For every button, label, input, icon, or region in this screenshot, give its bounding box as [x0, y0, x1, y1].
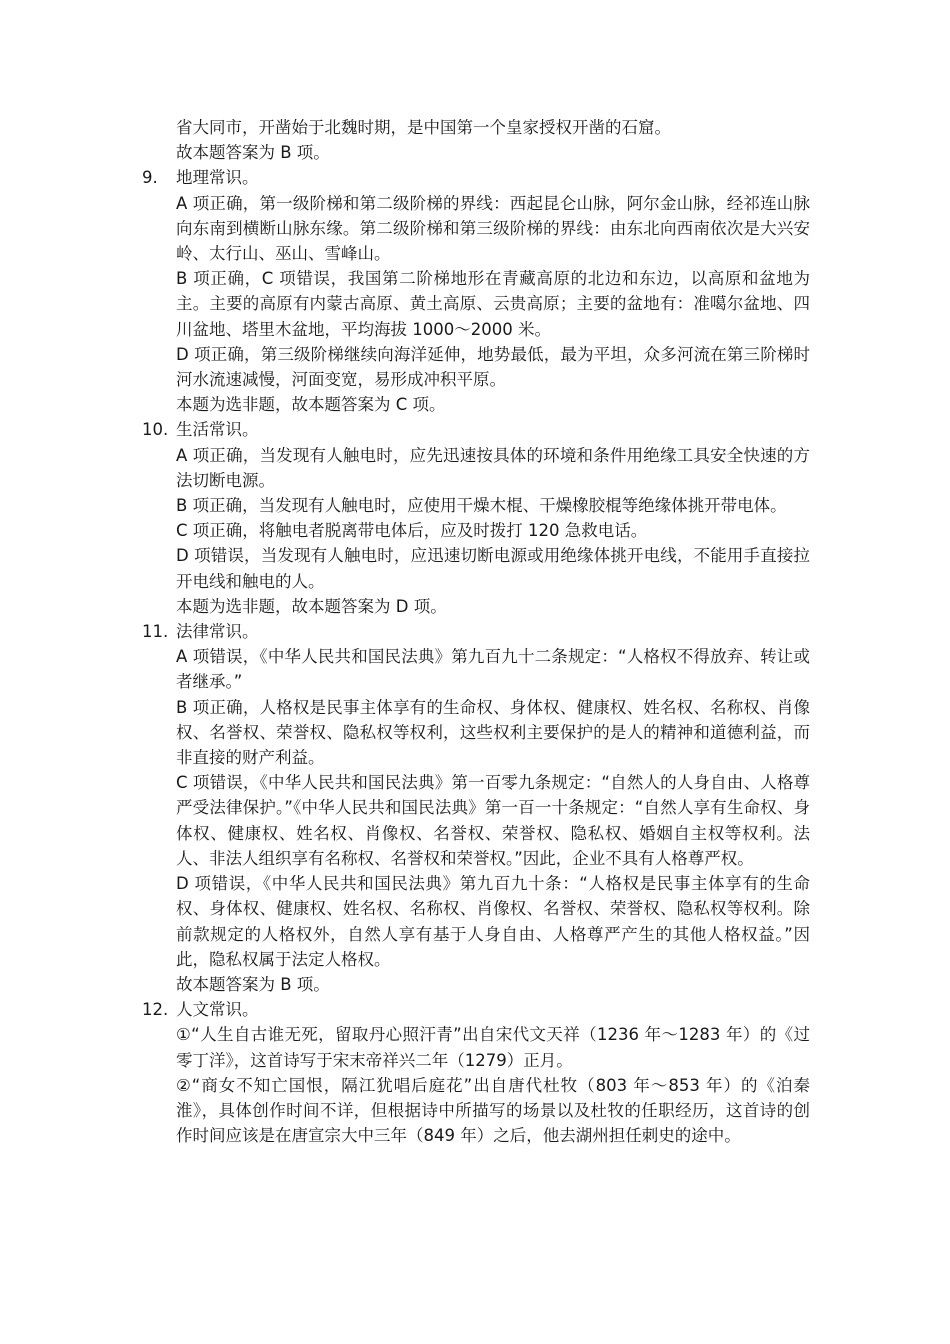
heading-text: 生活常识。: [176, 420, 259, 440]
question-heading-10: [142, 417, 810, 442]
item-number: 9.: [142, 168, 158, 188]
paragraph: C 项错误，《中华人民共和国民法典》第一百零九条规定：“自然人的人身自由、人格尊严受法律保护。”《中华人民共和国民法典》第一百一十条规定：“自然人享有生命权、身体权、健康权、姓名权、肖像权、名誉权、荣誉权、隐私权、婚姻自主权等权利。法人、非法人组织享有名称权、名誉权和荣誉权。”因此，企业不具有人格尊严权。: [176, 773, 810, 868]
paragraph: 省大同市，开凿始于北魏时期，是中国第一个皇家授权开凿的石窟。: [176, 118, 671, 137]
paragraph: C 项正确，将触电者脱离带电体后，应及时拨打 120 急救电话。: [176, 521, 648, 541]
heading-text: 地理常识。: [176, 168, 259, 188]
question-heading-9: [142, 165, 810, 190]
paragraph: A 项正确，第一级阶梯和第二级阶梯的界线：西起昆仑山脉，阿尔金山脉，经祁连山脉向东南到横断山脉东缘。第二级阶梯和第三级阶梯的界线：由东北向西南依次是大兴安岭、太行山、巫山、雪峰山。: [176, 193, 810, 264]
item-number: 11.: [142, 622, 169, 642]
heading-text: 法律常识。: [176, 622, 259, 642]
answer-line: 故本题答案为 B 项。: [176, 974, 330, 994]
answer-line: 本题为选非题，故本题答案为 C 项。: [176, 395, 446, 415]
paragraph: A 项错误，《中华人民共和国民法典》第九百九十二条规定：“人格权不得放弃、转让或者继承。”: [176, 647, 810, 692]
heading-text: 人文常识。: [176, 1000, 259, 1020]
paragraph: B 项正确，人格权是民事主体享有的生命权、身体权、健康权、姓名权、名称权、肖像权、名誉权、荣誉权、隐私权等权利，这些权利主要保护的是人的精神和道德利益，而非直接的财产利益。: [176, 697, 810, 768]
paragraph: B 项正确，C 项错误，我国第二阶梯地形在青藏高原的北边和东边，以高原和盆地为主。主要的高原有内蒙古高原、黄土高原、云贵高原；主要的盆地有：准噶尔盆地、四川盆地、塔里木盆地，平均海拔 1000～2000 米。: [176, 269, 810, 339]
paragraph: D 项错误，《中华人民共和国民法典》第九百九十条：“人格权是民事主体享有的生命权、身体权、健康权、姓名权、名称权、肖像权、名誉权、荣誉权、隐私权等权利。除前款规定的人格权外，自然人享有基于人身自由、人格尊严产生的其他人格权益。”因此，隐私权属于法定人格权。: [176, 874, 810, 969]
question-heading-12: [142, 997, 810, 1022]
paragraph: D 项正确，第三级阶梯继续向海洋延伸，地势最低，最为平坦，众多河流在第三阶梯时河水流速减慢，河面变宽，易形成冲积平原。: [176, 344, 810, 390]
answer-line: 本题为选非题，故本题答案为 D 项。: [176, 596, 447, 616]
document-body: [142, 115, 810, 1148]
paragraph: D 项错误，当发现有人触电时，应迅速切断电源或用绝缘体挑开电线，不能用手直接拉开电线和触电的人。: [176, 546, 810, 591]
paragraph: ①“人生自古谁无死，留取丹心照汗青”出自宋代文天祥（1236 年～1283 年）的《过零丁洋》，这首诗写于宋末帝祥兴二年（1279）正月。: [176, 1025, 810, 1070]
paragraph: ②“商女不知亡国恨，隔江犹唱后庭花”出自唐代杜牧（803 年～853 年）的《泊秦淮》，具体创作时间不详，但根据诗中所描写的场景以及杜牧的任职经历，这首诗的创作时间应该是在唐宣宗大中三年（849 年）之后，他去湖州担任刺史的途中。: [176, 1075, 810, 1146]
item-number: 12.: [142, 1000, 169, 1020]
question-heading-11: [142, 619, 810, 644]
item-number: 10.: [142, 420, 169, 440]
answer-line: 故本题答案为 B 项。: [176, 143, 330, 163]
paragraph: A 项正确，当发现有人触电时，应先迅速按具体的环境和条件用绝缘工具安全快速的方法切断电源。: [176, 445, 810, 490]
paragraph: B 项正确，当发现有人触电时，应使用干燥木棍、干燥橡胶棍等绝缘体挑开带电体。: [176, 496, 787, 516]
